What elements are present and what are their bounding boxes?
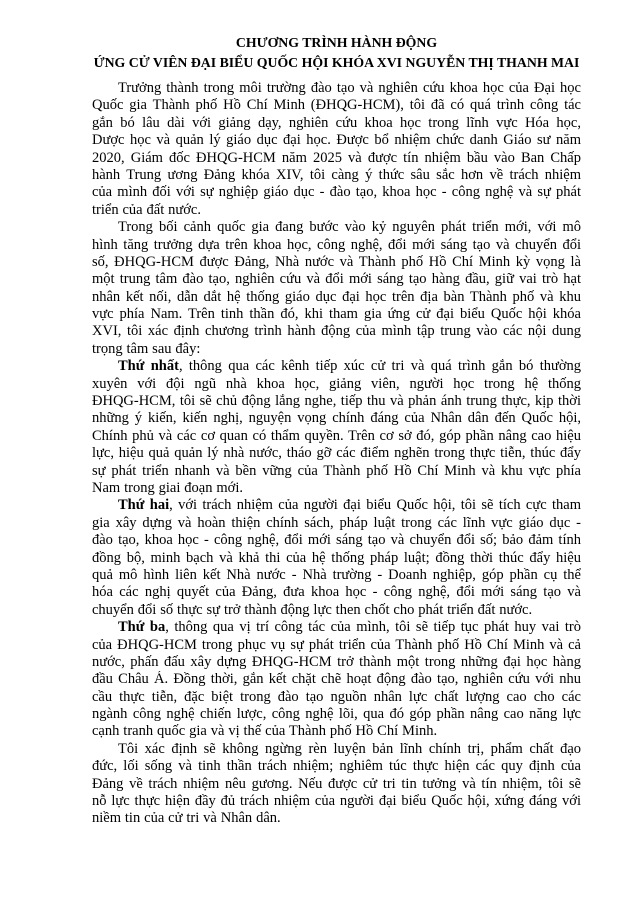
text-line: vực phía Nam. Trên tinh thần đó, khi tham gia ứng cử đại biểu Quốc hội khóa — [92, 306, 581, 323]
text-line: ngành công nghệ chiến lược, công nghệ lõi, qua đó góp phần nâng cao năng lực — [92, 706, 581, 723]
text-line: Thứ nhất, thông qua các kênh tiếp xúc cử tri và quá trình gắn bó thường — [118, 358, 581, 375]
text-line: trọng tâm sau đây: — [92, 340, 201, 357]
text-line: Tôi xác định sẽ không ngừng rèn luyện bản lĩnh chính trị, phẩm chất đạo — [118, 740, 581, 757]
paragraph-lead-bold: Thứ nhất — [118, 358, 179, 375]
text-line: lực, hiệu quả quản lý nhà nước, tháo gỡ các điểm nghẽn trong thực tiễn, thúc đẩy — [92, 445, 581, 462]
document-title-line-1: CHƯƠNG TRÌNH HÀNH ĐỘNG — [235, 35, 438, 50]
text-line: Trong bối cảnh quốc gia đang bước vào kỷ nguyên phát triển mới, với mô — [118, 219, 581, 236]
text-line: nỗ lực thực hiện đầy đủ trách nhiệm của người đại biểu Quốc hội, xứng đáng với — [92, 793, 581, 810]
text-line: sự phát triển nhanh và bền vững của Thành phố Hồ Chí Minh và khu vực phía — [92, 462, 581, 479]
text-line: XVI, tôi xác định chương trình hành động của mình tập trung vào các nội dung — [92, 323, 581, 340]
text-line: Chính phủ và các cơ quan có thẩm quyền. Trên cơ sở đó, góp phần nâng cao hiệu — [92, 427, 581, 444]
text-line: một trung tâm đào tạo, nghiên cứu và đổi mới sáng tạo hàng đầu, giữ vai trò hạt — [92, 271, 581, 288]
text-line: Dược học và quản lý giáo dục đại học. Được bổ nhiệm chức danh Giáo sư năm — [92, 132, 581, 149]
text-line: của mình đối với sự nghiệp giáo dục - đào tạo, khoa học - công nghệ và sự phát — [92, 184, 581, 201]
text-line: niềm tin của cử tri và Nhân dân. — [92, 810, 281, 827]
text-line: Quốc gia Thành phố Hồ Chí Minh (ĐHQG-HCM), tôi đã có quá trình công tác — [92, 97, 581, 114]
text-line: gia xây dựng và hoàn thiện chính sách, pháp luật trong các lĩnh vực giáo dục - — [92, 514, 581, 531]
text-line: cạnh tranh quốc gia và vị thế của Thành phố Hồ Chí Minh. — [92, 723, 438, 740]
text-line: số, ĐHQG-HCM được Đảng, Nhà nước và Thành phố Hồ Chí Minh kỳ vọng là — [92, 253, 581, 270]
text-line: chuyển đổi số thực sự trở thành động lực then chốt cho phát triển đất nước. — [92, 601, 533, 618]
text-line: hành Trung ương Đảng khóa XIV, tôi càng ý thức sâu sắc hơn về trách nhiệm — [92, 166, 581, 183]
text-line: nước, phấn đấu xây dựng ĐHQG-HCM trở thành một trong những đại học hàng — [92, 653, 581, 670]
text-line: đầu Châu Á. Đồng thời, gắn kết chặt chẽ hoạt động đào tạo, nghiên cứu với nhu — [92, 671, 581, 688]
text-line: 2020, Giám đốc ĐHQG-HCM năm 2025 và được tín nhiệm bầu vào Ban Chấp — [92, 149, 581, 166]
paragraph-lead-bold: Thứ ba — [118, 619, 166, 636]
text-line: Thứ ba, thông qua vị trí công tác của mình, tôi sẽ tiếp tục phát huy vai trò — [118, 619, 581, 636]
text-line: quả mô hình liên kết Nhà nước - Nhà trường - Doanh nghiệp, góp phần cụ thể — [92, 566, 581, 583]
text-line: Đảng về trách nhiệm nêu gương. Nếu được cử tri tin tưởng và tín nhiệm, tôi sẽ — [92, 775, 581, 792]
text-line: ĐHQG-HCM, tôi sẽ chủ động lắng nghe, tiếp thu và phản ánh trung thực, kịp thời — [92, 393, 581, 410]
text-line: Nam trong giai đoạn mới. — [92, 479, 243, 496]
paragraph-lead-bold: Thứ hai — [118, 497, 170, 514]
text-line: Trưởng thành trong môi trường đào tạo và nghiên cứu khoa học của Đại học — [118, 80, 581, 96]
text-line: triển của đất nước. — [92, 201, 201, 218]
text-line: hóa các nghị quyết của Đảng, đưa khoa học - công nghệ, đổi mới sáng tạo và — [92, 584, 581, 601]
text-line: gắn bó lâu dài với giảng dạy, nghiên cứu khoa học trong lĩnh vực Hóa học, — [92, 114, 581, 131]
text-line: cầu thực tiễn, đặc biệt trong đào tạo nguồn nhân lực chất lượng cao cho các — [92, 688, 581, 705]
text-line: đức, lối sống và tinh thần trách nhiệm; nghiêm túc thực hiện các quy định của — [92, 758, 581, 775]
text-line: những ý kiến, kiến nghị, nguyện vọng chính đáng của Nhân dân đến Quốc hội, — [92, 410, 581, 427]
text-line: Thứ hai, với trách nhiệm của người đại biểu Quốc hội, tôi sẽ tích cực tham — [118, 497, 581, 514]
text-line: xuyên với đội ngũ nhà khoa học, giảng viên, người học trong hệ thống — [92, 375, 581, 392]
text-line: đào tạo, khoa học - công nghệ, đổi mới sáng tạo và chuyển đổi số; bảo đảm tính — [92, 532, 581, 549]
text-line: của ĐHQG-HCM trong phục vụ sự phát triển của Thành phố Hồ Chí Minh và cả — [92, 636, 581, 653]
document-content — [92, 33, 581, 828]
text-line: hình tăng trưởng dựa trên khoa học, công nghệ, đổi mới sáng tạo và chuyển đổi — [92, 236, 581, 253]
document-body — [92, 80, 581, 828]
text-line: nhân kết nối, dẫn dắt hệ thống giáo dục đại học trên địa bàn Thành phố và khu — [92, 288, 581, 305]
document-title-line-2: ỨNG CỬ VIÊN ĐẠI BIỂU QUỐC HỘI KHÓA XVI NGUYỄN THỊ THANH MAI — [93, 55, 580, 70]
text-line: đồng bộ, minh bạch và khả thi của hệ thống pháp luật; đồng thời thúc đẩy hiệu — [92, 549, 581, 566]
